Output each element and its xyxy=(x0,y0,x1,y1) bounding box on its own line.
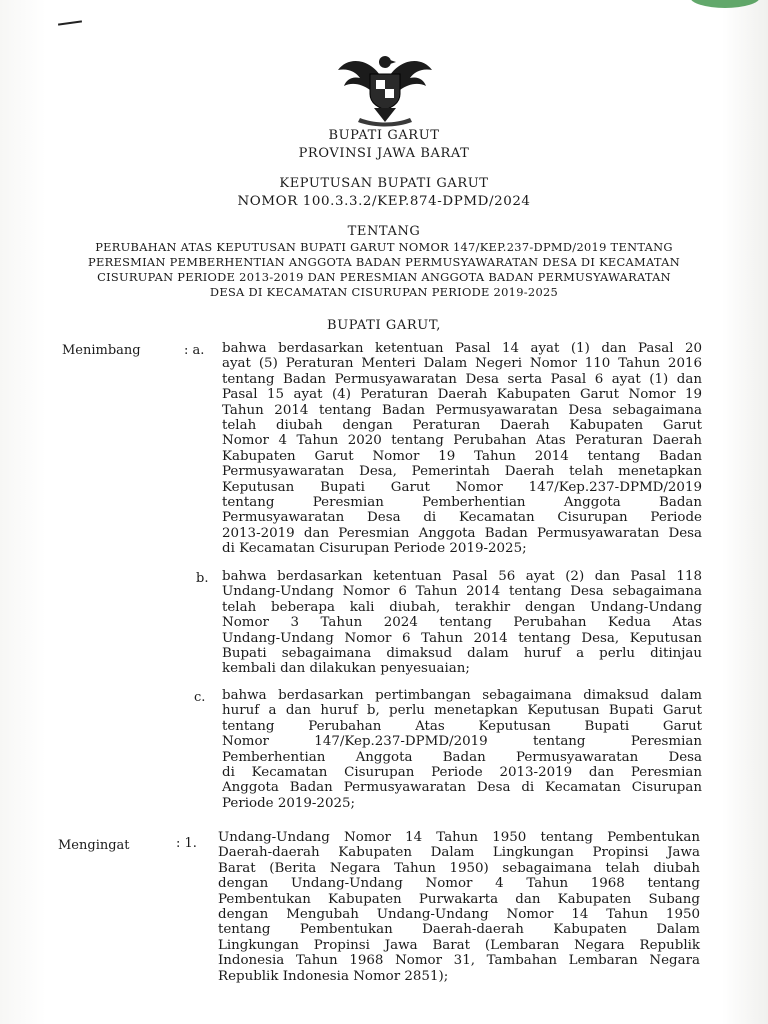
text-line: di Kecamatan Cisurupan Periode 2013-2019 dan Peresmian xyxy=(222,765,702,781)
document-title xyxy=(60,240,708,300)
text-line: 2013-2019 dan Peresmian Anggota Badan Permusyawaratan Desa xyxy=(222,525,702,541)
text-line: Pembentukan Kabupaten Purwakarta dan Kabupaten Subang xyxy=(218,891,700,907)
title-line: PERESMIAN PEMBERHENTIAN ANGGOTA BADAN PERMUSYAWARATAN DESA DI KECAMATAN xyxy=(88,255,680,269)
text-line: dengan Undang-Undang Nomor 4 Tahun 1968 tentang xyxy=(218,876,700,892)
text-line: ayat (5) Peraturan Menteri Dalam Negeri Nomor 110 Tahun 2016 xyxy=(222,356,702,372)
text-line: Daerah-daerah Kabupaten Dalam Lingkungan Propinsi Jawa xyxy=(218,845,700,861)
text-line: Pemberhentian Anggota Badan Permusyawaratan Desa xyxy=(222,749,702,765)
menimbang-label: Menimbang xyxy=(62,343,141,358)
item-marker-a: : a. xyxy=(184,343,205,358)
text-line: telah beberapa kali diubah, terakhir dengan Undang-Undang xyxy=(222,599,702,615)
text-line: tentang Peresmian Pemberhentian Anggota Badan xyxy=(222,495,702,511)
text-line: Tahun 2014 tentang Badan Permusyawaratan Desa sebagaimana xyxy=(222,402,702,418)
text-line: Nomor 3 Tahun 2024 tentang Perubahan Kedua Atas xyxy=(222,615,702,631)
text-line: tentang Badan Permusyawaratan Desa serta Pasal 6 ayat (1) dan xyxy=(222,371,702,387)
title-line: PERUBAHAN ATAS KEPUTUSAN BUPATI GARUT NOMOR 147/KEP.237-DPMD/2019 TENTANG xyxy=(95,240,673,254)
text-line: Permusyawaratan Desa, Pemerintah Daerah telah menetapkan xyxy=(222,464,702,480)
text-line: bahwa berdasarkan ketentuan Pasal 56 ayat (2) dan Pasal 118 xyxy=(222,569,702,584)
text-line: Permusyawaratan Desa di Kecamatan Cisurupan Periode xyxy=(222,510,702,526)
title-line: CISURUPAN PERIODE 2013-2019 DAN PERESMIAN ANGGOTA BADAN PERMUSYAWARATAN xyxy=(97,270,671,284)
text-line: tentang Pembentukan Daerah-daerah Kabupaten Dalam xyxy=(218,922,700,938)
garuda-emblem-icon xyxy=(330,48,440,128)
authority-heading: BUPATI GARUT, xyxy=(327,318,441,333)
text-line: huruf a dan huruf b, perlu menetapkan Keputusan Bupati Garut xyxy=(222,703,702,719)
text-line: Republik Indonesia Nomor 2851); xyxy=(218,968,449,984)
text-line: Indonesia Tahun 1968 Nomor 31, Tambahan Lembaran Negara xyxy=(218,953,700,969)
text-line: Undang-Undang Nomor 6 Tahun 2014 tentang Desa, Keputusan xyxy=(222,630,702,646)
mengingat-item-1 xyxy=(218,830,700,984)
text-line: telah diubah dengan Peraturan Daerah Kabupaten Garut xyxy=(222,418,702,434)
document-type: KEPUTUSAN BUPATI GARUT xyxy=(279,176,489,191)
text-line: Periode 2019-2025; xyxy=(222,795,356,811)
text-line: Undang-Undang Nomor 14 Tahun 1950 tentang Pembentukan xyxy=(218,830,700,845)
item-marker-b: b. xyxy=(196,571,209,586)
text-line: bahwa berdasarkan ketentuan Pasal 14 ayat (1) dan Pasal 20 xyxy=(222,341,702,356)
text-line: Undang-Undang Nomor 6 Tahun 2014 tentang Desa sebagaimana xyxy=(222,584,702,600)
text-line: Bupati sebagaimana dimaksud dalam huruf a perlu ditinjau xyxy=(222,646,702,662)
text-line: Pasal 15 ayat (4) Peraturan Daerah Kabupaten Garut Nomor 19 xyxy=(222,387,702,403)
text-line: Lingkungan Propinsi Jawa Barat (Lembaran Negara Republik xyxy=(218,937,700,953)
text-line: Nomor 147/Kep.237-DPMD/2019 tentang Peresmian xyxy=(222,734,702,750)
item-marker-1: : 1. xyxy=(176,836,197,851)
text-line: Kabupaten Garut Nomor 19 Tahun 2014 tentang Badan xyxy=(222,448,702,464)
mengingat-label: Mengingat xyxy=(58,838,130,853)
menimbang-item-c xyxy=(222,688,702,811)
text-line: tentang Perubahan Atas Keputusan Bupati Garut xyxy=(222,718,702,734)
text-line: dengan Mengubah Undang-Undang Nomor 14 Tahun 1950 xyxy=(218,907,700,923)
issuer-name: BUPATI GARUT xyxy=(328,128,440,143)
text-line: Barat (Berita Negara Tahun 1950) sebagaimana telah diubah xyxy=(218,860,700,876)
text-line: di Kecamatan Cisurupan Periode 2019-2025; xyxy=(222,541,527,557)
document-number: NOMOR 100.3.3.2/KEP.874-DPMD/2024 xyxy=(237,194,531,209)
tentang-heading: TENTANG xyxy=(347,224,421,239)
issuer-province: PROVINSI JAWA BARAT xyxy=(298,146,470,161)
menimbang-item-a xyxy=(222,341,702,557)
text-line: Anggota Badan Permusyawaratan Desa di Kecamatan Cisurupan xyxy=(222,780,702,796)
text-line: Nomor 4 Tahun 2020 tentang Perubahan Atas Peraturan Daerah xyxy=(222,433,702,449)
item-marker-c: c. xyxy=(194,690,206,705)
text-line: Keputusan Bupati Garut Nomor 147/Kep.237-DPMD/2019 xyxy=(222,479,702,495)
menimbang-item-b xyxy=(222,569,702,677)
text-line: bahwa berdasarkan pertimbangan sebagaimana dimaksud dalam xyxy=(222,688,702,703)
text-line: kembali dan dilakukan penyesuaian; xyxy=(222,661,470,677)
title-line: DESA DI KECAMATAN CISURUPAN PERIODE 2019-2025 xyxy=(209,285,559,299)
